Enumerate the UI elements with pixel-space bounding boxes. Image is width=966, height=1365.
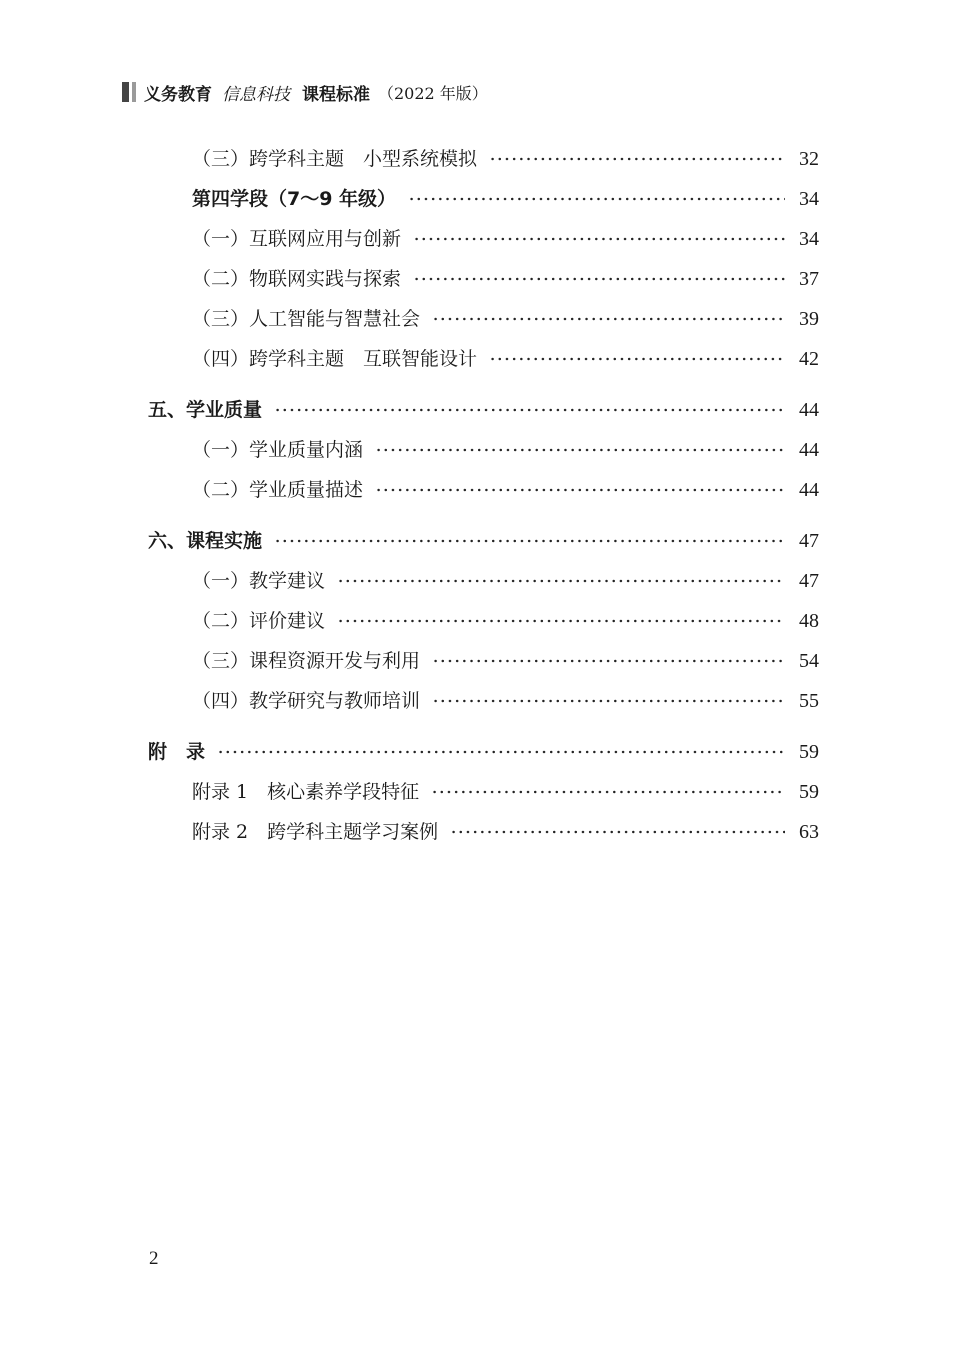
toc-entry[interactable] — [192, 346, 819, 372]
toc-entry-title: （一）教学建议 — [192, 570, 326, 592]
toc-entry-title: （三）人工智能与智慧社会 — [192, 308, 421, 330]
toc-entry-page: 63 — [799, 821, 819, 843]
dot-leader — [274, 539, 785, 543]
toc-entry-page: 54 — [799, 650, 819, 672]
toc-entry-title: 附录 1 核心素养学段特征 — [192, 781, 420, 803]
toc-entry-title: （二）评价建议 — [192, 610, 326, 632]
toc-entry[interactable] — [192, 437, 819, 463]
page-number: 2 — [149, 1248, 159, 1269]
toc-chapter[interactable] — [148, 397, 819, 423]
dot-leader — [413, 277, 785, 281]
dot-leader — [489, 157, 785, 161]
header-standard: 课程标准 — [302, 84, 370, 105]
toc-entry-title: （一）互联网应用与创新 — [192, 228, 402, 250]
toc-entry-page: 32 — [799, 148, 819, 170]
toc-entry-page: 47 — [799, 530, 819, 552]
toc-entry-title: （二）物联网实践与探索 — [192, 268, 402, 290]
toc-entry[interactable] — [192, 146, 819, 172]
dot-leader — [408, 197, 785, 201]
toc-entry[interactable] — [192, 186, 819, 212]
dot-leader — [450, 830, 785, 834]
toc-entry-title: 六、课程实施 — [148, 530, 263, 552]
toc-entry[interactable] — [192, 477, 819, 503]
toc-chapter[interactable] — [148, 739, 819, 765]
toc-entry[interactable] — [192, 568, 819, 594]
toc-entry-page: 59 — [799, 781, 819, 803]
toc-entry-page: 44 — [799, 479, 819, 501]
toc-entry-page: 34 — [799, 228, 819, 250]
dot-leader — [375, 448, 785, 452]
toc-entry[interactable] — [192, 306, 819, 332]
dot-leader — [413, 237, 785, 241]
toc-chapter[interactable] — [148, 528, 819, 554]
toc-entry-page: 47 — [799, 570, 819, 592]
toc-entry-title: 附录 2 跨学科主题学习案例 — [192, 821, 439, 843]
toc-entry-title: （二）学业质量描述 — [192, 479, 364, 501]
dot-leader — [432, 317, 785, 321]
dot-leader — [274, 408, 785, 412]
toc-entry-title: 第四学段（7～9 年级） — [192, 188, 397, 210]
toc-entry-page: 37 — [799, 268, 819, 290]
dot-leader — [375, 488, 785, 492]
dot-leader — [217, 750, 785, 754]
toc-entry-page: 59 — [799, 741, 819, 763]
dot-leader — [432, 699, 785, 703]
dot-leader — [431, 790, 785, 794]
header-subject: 信息科技 — [222, 84, 290, 105]
toc-entry[interactable] — [192, 779, 819, 805]
dot-leader — [432, 659, 785, 663]
toc-entry-title: （四）跨学科主题 互联智能设计 — [192, 348, 478, 370]
toc-entry[interactable] — [192, 226, 819, 252]
toc-entry-title: （三）跨学科主题 小型系统模拟 — [192, 148, 478, 170]
toc-entry[interactable] — [192, 608, 819, 634]
toc-entry[interactable] — [192, 819, 819, 845]
running-header — [122, 78, 488, 106]
toc-entry-title: （三）课程资源开发与利用 — [192, 650, 421, 672]
toc-entry[interactable] — [192, 266, 819, 292]
dot-leader — [337, 579, 785, 583]
toc-entry-title: （四）教学研究与教师培训 — [192, 690, 421, 712]
toc-entry[interactable] — [192, 688, 819, 714]
toc-entry-page: 55 — [799, 690, 819, 712]
header-series: 义务教育 — [144, 84, 212, 105]
toc-entry-page: 44 — [799, 399, 819, 421]
toc-entry-page: 34 — [799, 188, 819, 210]
dot-leader — [489, 357, 785, 361]
dot-leader — [337, 619, 785, 623]
toc-entry-page: 44 — [799, 439, 819, 461]
toc-entry-page: 48 — [799, 610, 819, 632]
toc-entry[interactable] — [192, 648, 819, 674]
toc-entry-page: 42 — [799, 348, 819, 370]
header-bar-icon — [122, 82, 136, 102]
toc-entry-title: （一）学业质量内涵 — [192, 439, 364, 461]
toc-entry-title: 五、学业质量 — [148, 399, 263, 421]
toc-entry-page: 39 — [799, 308, 819, 330]
header-edition: （2022 年版） — [378, 83, 488, 103]
toc-entry-title: 附 录 — [148, 741, 206, 763]
